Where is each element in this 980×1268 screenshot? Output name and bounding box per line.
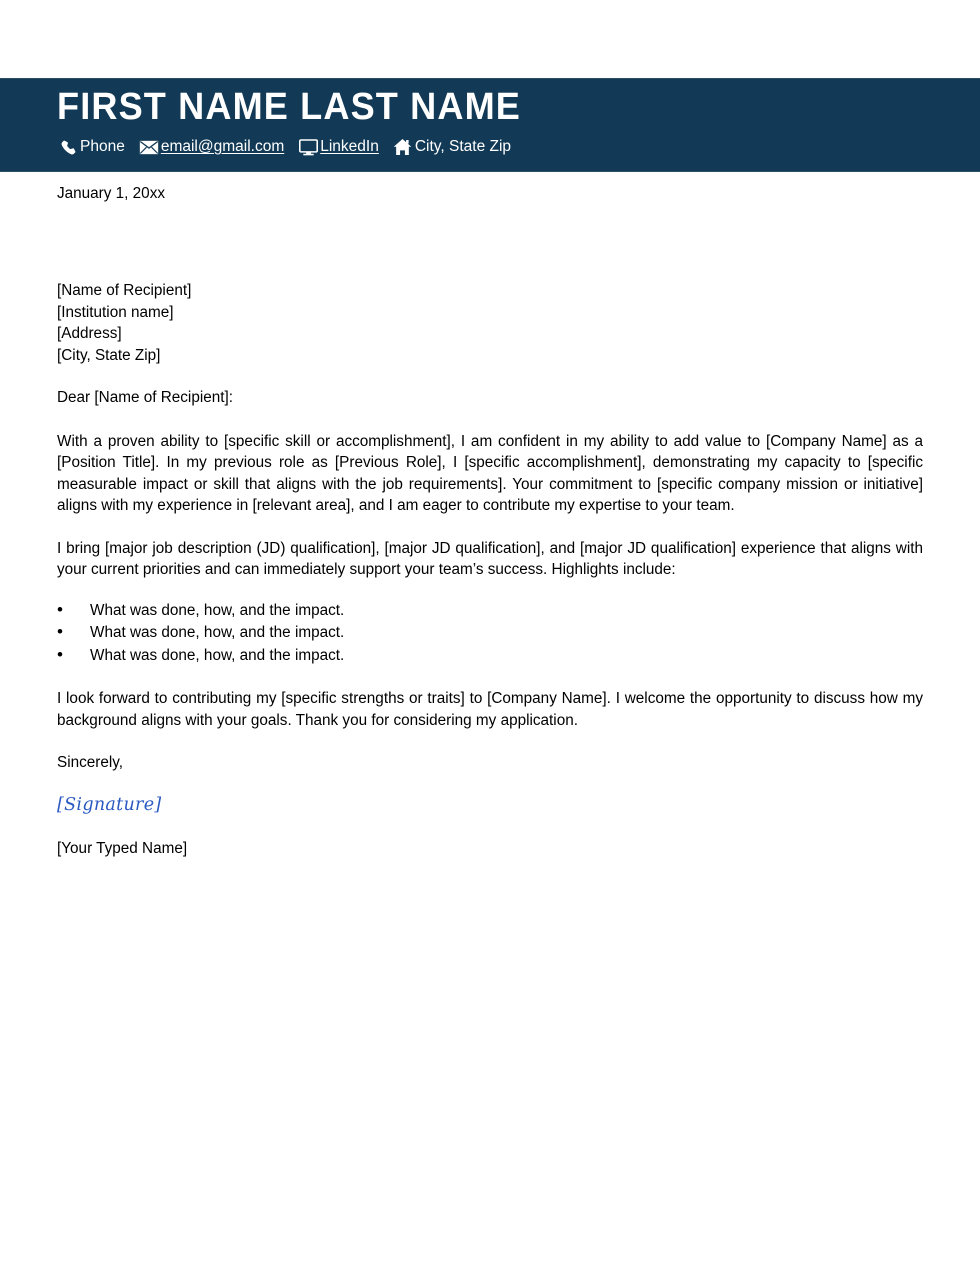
- list-item: • What was done, how, and the impact.: [57, 645, 923, 668]
- contact-email-label[interactable]: email@gmail.com: [160, 138, 285, 155]
- contact-phone-label: Phone: [80, 138, 125, 155]
- contact-email[interactable]: [139, 137, 284, 157]
- contact-location-label: City, State Zip: [414, 138, 512, 155]
- list-item: • What was done, how, and the impact.: [57, 600, 923, 623]
- paragraph-two: I bring [major job description (JD) qualification], [major JD qualification], and [major JD qualification] experience that aligns with your current priorities and can immediately support your team’s success. Highlights include:: [57, 539, 923, 578]
- page-title: FIRST NAME LAST NAME: [57, 86, 522, 128]
- highlights-list: [57, 600, 923, 668]
- typed-name: [Your Typed Name]: [57, 840, 188, 857]
- recipient-name: [Name of Recipient]: [57, 282, 192, 299]
- paragraph-three: I look forward to contributing my [specific strengths or traits] to [Company Name]. I welcome the opportunity to discuss how my background aligns with your goals. Thank you for considering my application.: [57, 690, 923, 729]
- recipient-address-block: [57, 280, 923, 366]
- salutation: Dear [Name of Recipient]:: [57, 389, 233, 406]
- contact-linkedin[interactable]: [298, 137, 379, 157]
- home-icon: [393, 137, 413, 157]
- recipient-institution: [Institution name]: [57, 303, 174, 321]
- letter-body: [57, 183, 923, 860]
- contact-phone[interactable]: [58, 137, 125, 157]
- closing-line: Sincerely,: [57, 754, 124, 771]
- recipient-address: [Address]: [57, 325, 122, 342]
- signature-placeholder: [Signature]: [57, 794, 162, 815]
- contact-linkedin-label[interactable]: LinkedIn: [320, 138, 379, 155]
- letter-date: January 1, 20xx: [57, 185, 165, 202]
- email-icon: [139, 137, 159, 157]
- contact-row: [58, 135, 525, 159]
- monitor-icon: [298, 137, 318, 157]
- list-item: • What was done, how, and the impact.: [57, 622, 923, 645]
- contact-location[interactable]: [393, 137, 511, 157]
- paragraph-one: With a proven ability to [specific skill or accomplishment], I am confident in my ability to add value to [Company Name] as a [Position Title]. In my previous role as [Previous Role], I [specific accomplishment], demonstrating my capacity to [specific measurable impact or skill that aligns with the job requirements]. Your commitment to [specific company mission or initiative] aligns with my experience in [relevant area], and I am eager to contribute my expertise to your team.: [57, 432, 923, 514]
- recipient-city-state-zip: [City, State Zip]: [57, 346, 161, 364]
- phone-icon: [58, 137, 78, 157]
- header-banner: [0, 78, 980, 172]
